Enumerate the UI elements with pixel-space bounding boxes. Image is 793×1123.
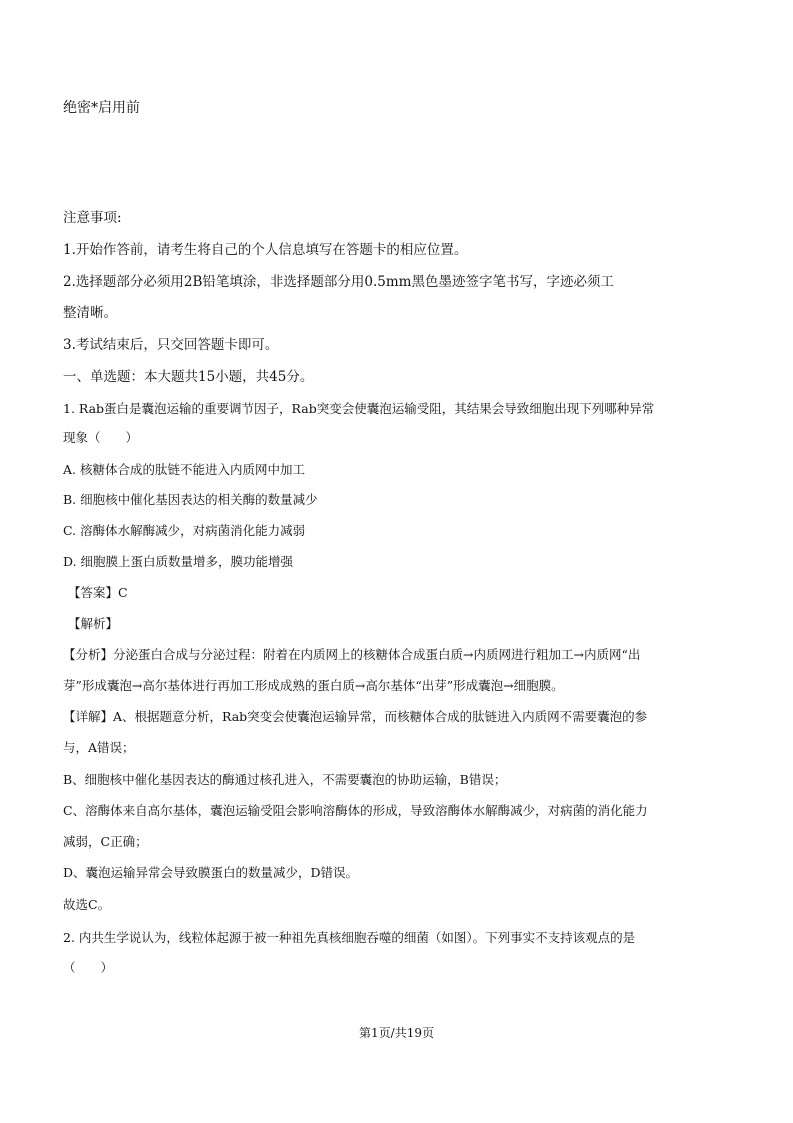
option-c: C. 溶酶体水解酶减少，对病菌消化能力减弱 (63, 523, 306, 538)
question-2-stem-line-2: （ ） (63, 960, 114, 975)
page-footer: 第1页/共19页 (359, 1026, 434, 1040)
question-1-stem-line-1: 1. Rab蛋白是囊泡运输的重要调节因子，Rab突变会使囊泡运输受阻，其结果会导致细胞出现下列哪种异常 (63, 401, 655, 416)
confidential-title: 绝密*启用前 (63, 100, 140, 116)
conclusion: 故选C。 (63, 897, 111, 912)
explanation-d: D、囊泡运输异常会导致膜蛋白的数量减少，D错误。 (63, 865, 359, 880)
notes-heading: 注意事项: (63, 210, 122, 226)
fenxi-line-2: 芽”形成囊泡→高尔基体进行再加工形成成熟的蛋白质→高尔基体“出芽”形成囊泡→细胞膜。 (63, 678, 564, 693)
note-1: 1.开始作答前，请考生将自己的个人信息填写在答题卡的相应位置。 (63, 242, 468, 258)
question-2-stem-line-1: 2. 内共生学说认为，线粒体起源于被一种祖先真核细胞吞噬的细菌（如图）。下列事实不支持该观点的是 (63, 930, 636, 945)
analysis-heading: 【解析】 (68, 616, 119, 631)
option-b: B. 细胞核中催化基因表达的相关酶的数量减少 (63, 492, 318, 507)
explanation-c-line-1: C、溶酶体来自高尔基体，囊泡运输受阻会影响溶酶体的形成，导致溶酶体水解酶减少，对病菌的消化能力 (63, 803, 648, 818)
section-heading: 一、单选题：本大题共15小题，共45分。 (63, 369, 314, 385)
explanation-b: B、细胞核中催化基因表达的酶通过核孔进入，不需要囊泡的协助运输，B错误； (63, 772, 507, 787)
note-2-line-2: 整清晰。 (63, 305, 117, 321)
explanation-c-line-2: 减弱，C正确； (63, 834, 148, 849)
xiangjie-line-1: 【详解】A、根据题意分析，Rab突变会使囊泡运输异常，而核糖体合成的肽链进入内质网不需要囊泡的参 (63, 709, 648, 724)
question-1-stem-line-2: 现象（ ） (63, 430, 139, 445)
note-3: 3.考试结束后，只交回答题卡即可。 (63, 337, 279, 353)
option-a: A. 核糖体合成的肽链不能进入内质网中加工 (63, 462, 305, 477)
fenxi-line-1: 【分析】分泌蛋白合成与分泌过程：附着在内质网上的核糖体合成蛋白质→内质网进行粗加工→内质网“出 (63, 647, 641, 662)
answer: 【答案】C (68, 585, 128, 600)
note-2-line-1: 2.选择题部分必须用2B铅笔填涂，非选择题部分用0.5mm黑色墨迹签字笔书写，字迹必须工 (63, 274, 614, 290)
xiangjie-line-2: 与，A错误； (63, 740, 135, 755)
option-d: D. 细胞膜上蛋白质数量增多，膜功能增强 (63, 554, 294, 569)
